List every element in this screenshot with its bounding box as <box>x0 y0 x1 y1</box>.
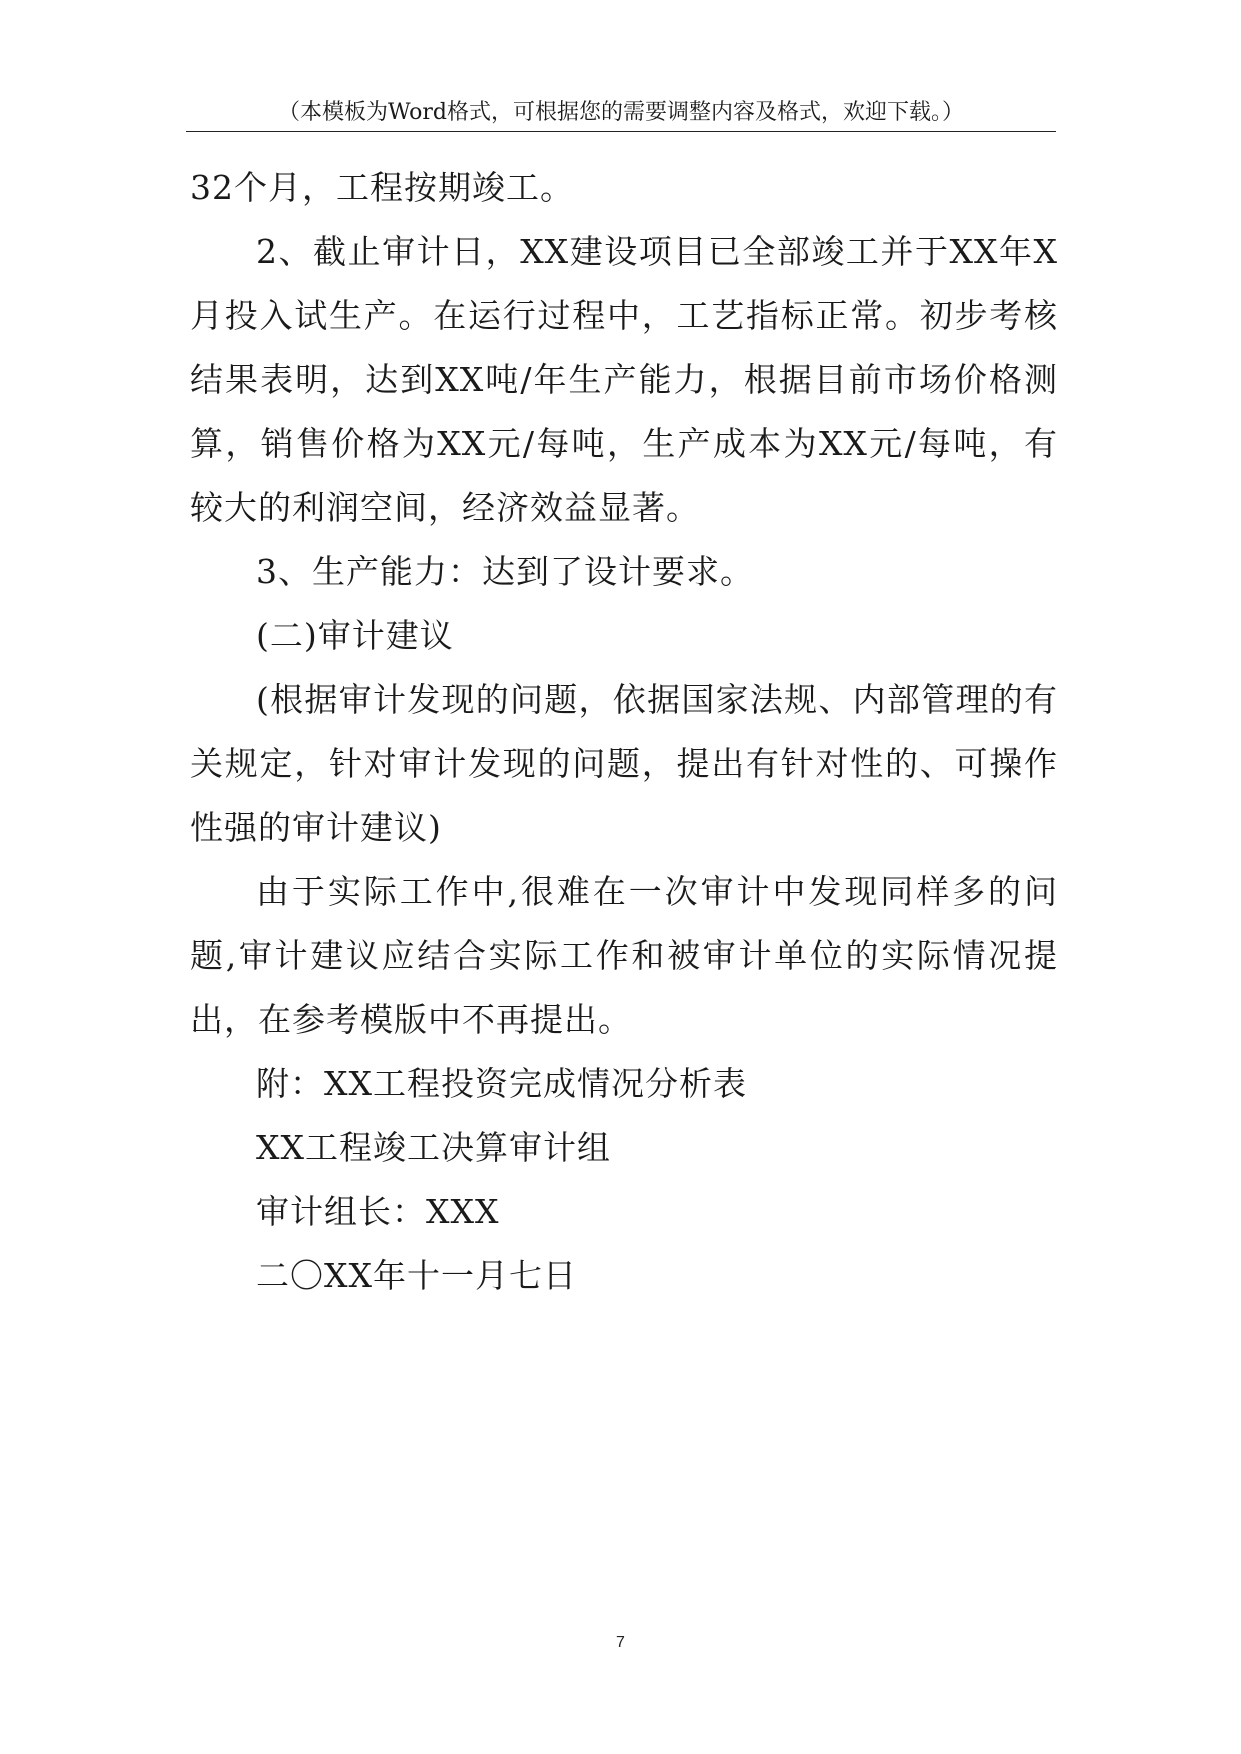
document-body <box>190 156 1058 1308</box>
paragraph-continuation: 32个月，工程按期竣工。 <box>190 168 574 207</box>
audit-team-name: XX工程竣工决算审计组 <box>256 1128 611 1167</box>
paragraph-explanation: 由于实际工作中,很难在一次审计中发现同样多的问题,审计建议应结合实际工作和被审计单位的实际情况提出，在参考模版中不再提出。 <box>190 872 1058 1039</box>
audit-team-leader: 审计组长：XXX <box>256 1192 500 1231</box>
template-header-note: （本模板为Word格式，可根据您的需要调整内容及格式，欢迎下载。） <box>278 100 964 125</box>
attachment-line: 附：XX工程投资完成情况分析表 <box>256 1064 747 1103</box>
section-heading-audit-suggestions: (二)审计建议 <box>256 616 454 655</box>
report-date: 二〇XX年十一月七日 <box>256 1256 577 1295</box>
header-divider <box>186 131 1056 132</box>
paragraph-instruction-note: (根据审计发现的问题，依据国家法规、内部管理的有关规定，针对审计发现的问题，提出有针对性的、可操作性强的审计建议) <box>190 680 1058 847</box>
page-number: 7 <box>616 1634 625 1651</box>
paragraph-item-2: 2、截止审计日，XX建设项目已全部竣工并于XX年X月投入试生产。在运行过程中，工艺指标正常。初步考核结果表明，达到XX吨/年生产能力，根据目前市场价格测算，销售价格为XX元/每吨，生产成本为XX元/每吨，有较大的利润空间，经济效益显著。 <box>190 232 1058 527</box>
paragraph-item-3: 3、生产能力：达到了设计要求。 <box>256 552 754 591</box>
